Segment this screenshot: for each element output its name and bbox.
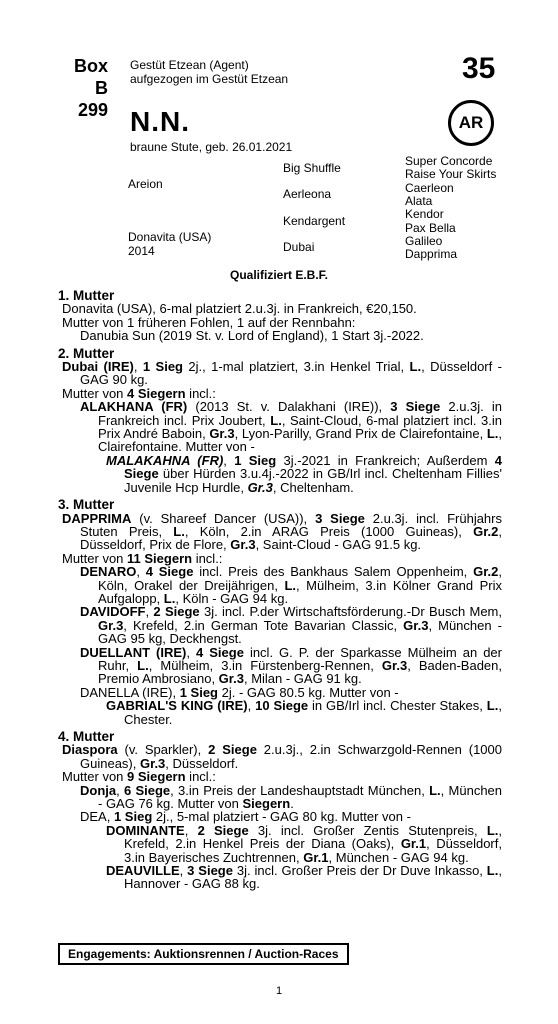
breeder-line: Gestüt Etzean (Agent) bbox=[130, 58, 249, 72]
second-dam-produce: Mutter von 4 Siegern incl.: bbox=[62, 385, 216, 401]
pedigree-gen3: Caerleon bbox=[405, 181, 454, 195]
box-id: B 299 bbox=[77, 78, 108, 120]
breeder-info bbox=[130, 58, 288, 86]
fourth-dam-produce: Mutter von 9 Siegern incl.: bbox=[62, 769, 216, 785]
list-item: DEA, 1 Sieg 2j., 5-mal platziert - GAG 80 kg. Mutter von - bbox=[80, 809, 411, 825]
dam-produce: Mutter von 1 früheren Fohlen, 1 auf der Rennbahn: bbox=[62, 314, 356, 330]
fourth-dam-record: Diaspora (v. Sparkler), 2 Siege 2.u.3j., 2.in Schwarzgold-Rennen (1000 Guineas), Gr.3, Düsseldorf. bbox=[62, 742, 502, 771]
ar-badge: AR bbox=[448, 100, 494, 146]
dam-foal: Danubia Sun (2019 St. v. Lord of England), 1 Start 3j.-2022. bbox=[80, 328, 424, 344]
horse-name: N.N. bbox=[130, 106, 190, 137]
pedigree-dam-year: 2014 bbox=[128, 244, 155, 258]
pedigree-gen3: Raise Your Skirts bbox=[405, 167, 497, 181]
pedigree-gen2: Aerleona bbox=[283, 187, 332, 201]
horse-description: braune Stute, geb. 26.01.2021 bbox=[130, 140, 293, 154]
pedigree-gen3: Alata bbox=[405, 194, 433, 208]
pedigree-gen3: Galileo bbox=[405, 234, 443, 248]
page-number: 1 bbox=[275, 985, 283, 997]
pedigree-gen2: Kendargent bbox=[283, 214, 346, 228]
engagements-box: Engagements: Auktionsrennen / Auction-Races bbox=[58, 943, 349, 965]
list-item: MALAKAHNA (FR), 1 Sieg 3j.-2021 in Frankreich; Außerdem 4 Siege über Hürden 3.u.4j.-2022 in GB/Irl incl. Cheltenham Fillies' Juvenile Hcp Hurdle, Gr.3, Cheltenham. bbox=[106, 452, 503, 495]
raised-line: aufgezogen im Gestüt Etzean bbox=[130, 72, 289, 86]
box-label: Box bbox=[73, 56, 108, 76]
section-title-second-dam: 2. Mutter bbox=[58, 345, 115, 361]
list-item: GABRIAL'S KING (IRE), 10 Siege in GB/Irl incl. Chester Stakes, L., Chester. bbox=[106, 698, 502, 727]
list-item: ALAKHANA (FR) (2013 St. v. Dalakhani (IRE)), 3 Siege 2.u.3j. in Frankreich incl. Prix Joubert, L., Saint-Cloud, 6-mal platziert incl. 3.in Prix André Baboin, Gr.3, Lyon-Parilly, Grand Prix de Clairefontaine, L., Clairefontaine. Mutter von - bbox=[80, 399, 503, 455]
section-title-fourth-dam: 4. Mutter bbox=[58, 729, 115, 744]
qualification-note: Qualifiziert E.B.F. bbox=[229, 268, 328, 282]
list-item: DOMINANTE, 2 Siege 3j. incl. Großer Zentis Stutenpreis, L., Krefeld, 2.in Henkel Preis der Diana (Oaks), Gr.1, Düsseldorf, 3.in Bayerisches Zuchtrennen, Gr.1, München - GAG 94 kg. bbox=[106, 822, 502, 865]
lot-number: 35 bbox=[462, 52, 496, 85]
list-item: Donja, 6 Siege, 3.in Preis der Landeshauptstadt München, L., München - GAG 76 kg. Mutter von Siegern. bbox=[80, 782, 503, 812]
pedigree-gen3: Super Concorde bbox=[405, 154, 493, 168]
section-title-dam: 1. Mutter bbox=[58, 288, 115, 303]
section-title-third-dam: 3. Mutter bbox=[58, 497, 115, 513]
pedigree-gen2: Big Shuffle bbox=[283, 161, 341, 175]
list-item: DUELLANT (IRE), 4 Siege incl. G. P. der Sparkasse Mülheim an der Ruhr, L., Mülheim, 3.in Fürstenberg-Rennen, Gr.3, Baden-Baden, Premio Ambrosiano, Gr.3, Milan - GAG 91 kg. bbox=[80, 644, 502, 687]
second-dam-record: Dubai (IRE), 1 Sieg 2j., 1-mal platziert, 3.in Henkel Trial, L., Düsseldorf - GAG 90 kg. bbox=[62, 359, 502, 388]
pedigree-gen3: Kendor bbox=[405, 207, 444, 221]
list-item: DENARO, 4 Siege incl. Preis des Bankhaus Salem Oppenheim, Gr.2, Köln, Orakel der Dreijährigen, L., Mülheim, 3.in Kölner Grand Prix Aufgalopp, L., Köln - GAG 94 kg. bbox=[80, 564, 503, 606]
list-item: DANELLA (IRE), 1 Sieg 2j. - GAG 80.5 kg. Mutter von - bbox=[80, 684, 399, 700]
third-dam-record: DAPPRIMA (v. Shareef Dancer (USA)), 3 Siege 2.u.3j. incl. Frühjahrs Stuten Preis, L., Köln, 2.in ARAG Preis (1000 Guineas), Gr.2, Düsseldorf, Prix de Flore, Gr.3, Saint-Cloud - GAG 91.5 kg. bbox=[62, 510, 502, 553]
third-dam-produce: Mutter von 11 Siegern incl.: bbox=[62, 550, 223, 566]
list-item: DAVIDOFF, 2 Siege 3j. incl. P.der Wirtschaftsförderung.-Dr Busch Mem, Gr.3, Krefeld, 2.in German Tote Bavarian Classic, Gr.3, München - GAG 95 kg, Deckhengst. bbox=[80, 604, 502, 647]
pedigree-dam: Donavita (USA) bbox=[128, 230, 212, 244]
pedigree-gen2: Dubai bbox=[283, 240, 315, 254]
dam-record: Donavita (USA), 6-mal platziert 2.u.3j. in Frankreich, €20,150. bbox=[62, 301, 417, 317]
catalogue-text bbox=[58, 286, 502, 891]
box-number bbox=[62, 55, 108, 121]
pedigree-gen3: Pax Bella bbox=[405, 221, 456, 235]
pedigree-sire: Areion bbox=[128, 177, 163, 191]
list-item: DEAUVILLE, 3 Siege 3j. incl. Großer Preis der Dr Duve Inkasso, L., Hannover - GAG 88 kg. bbox=[106, 863, 502, 892]
pedigree-gen3: Dapprima bbox=[405, 247, 458, 261]
